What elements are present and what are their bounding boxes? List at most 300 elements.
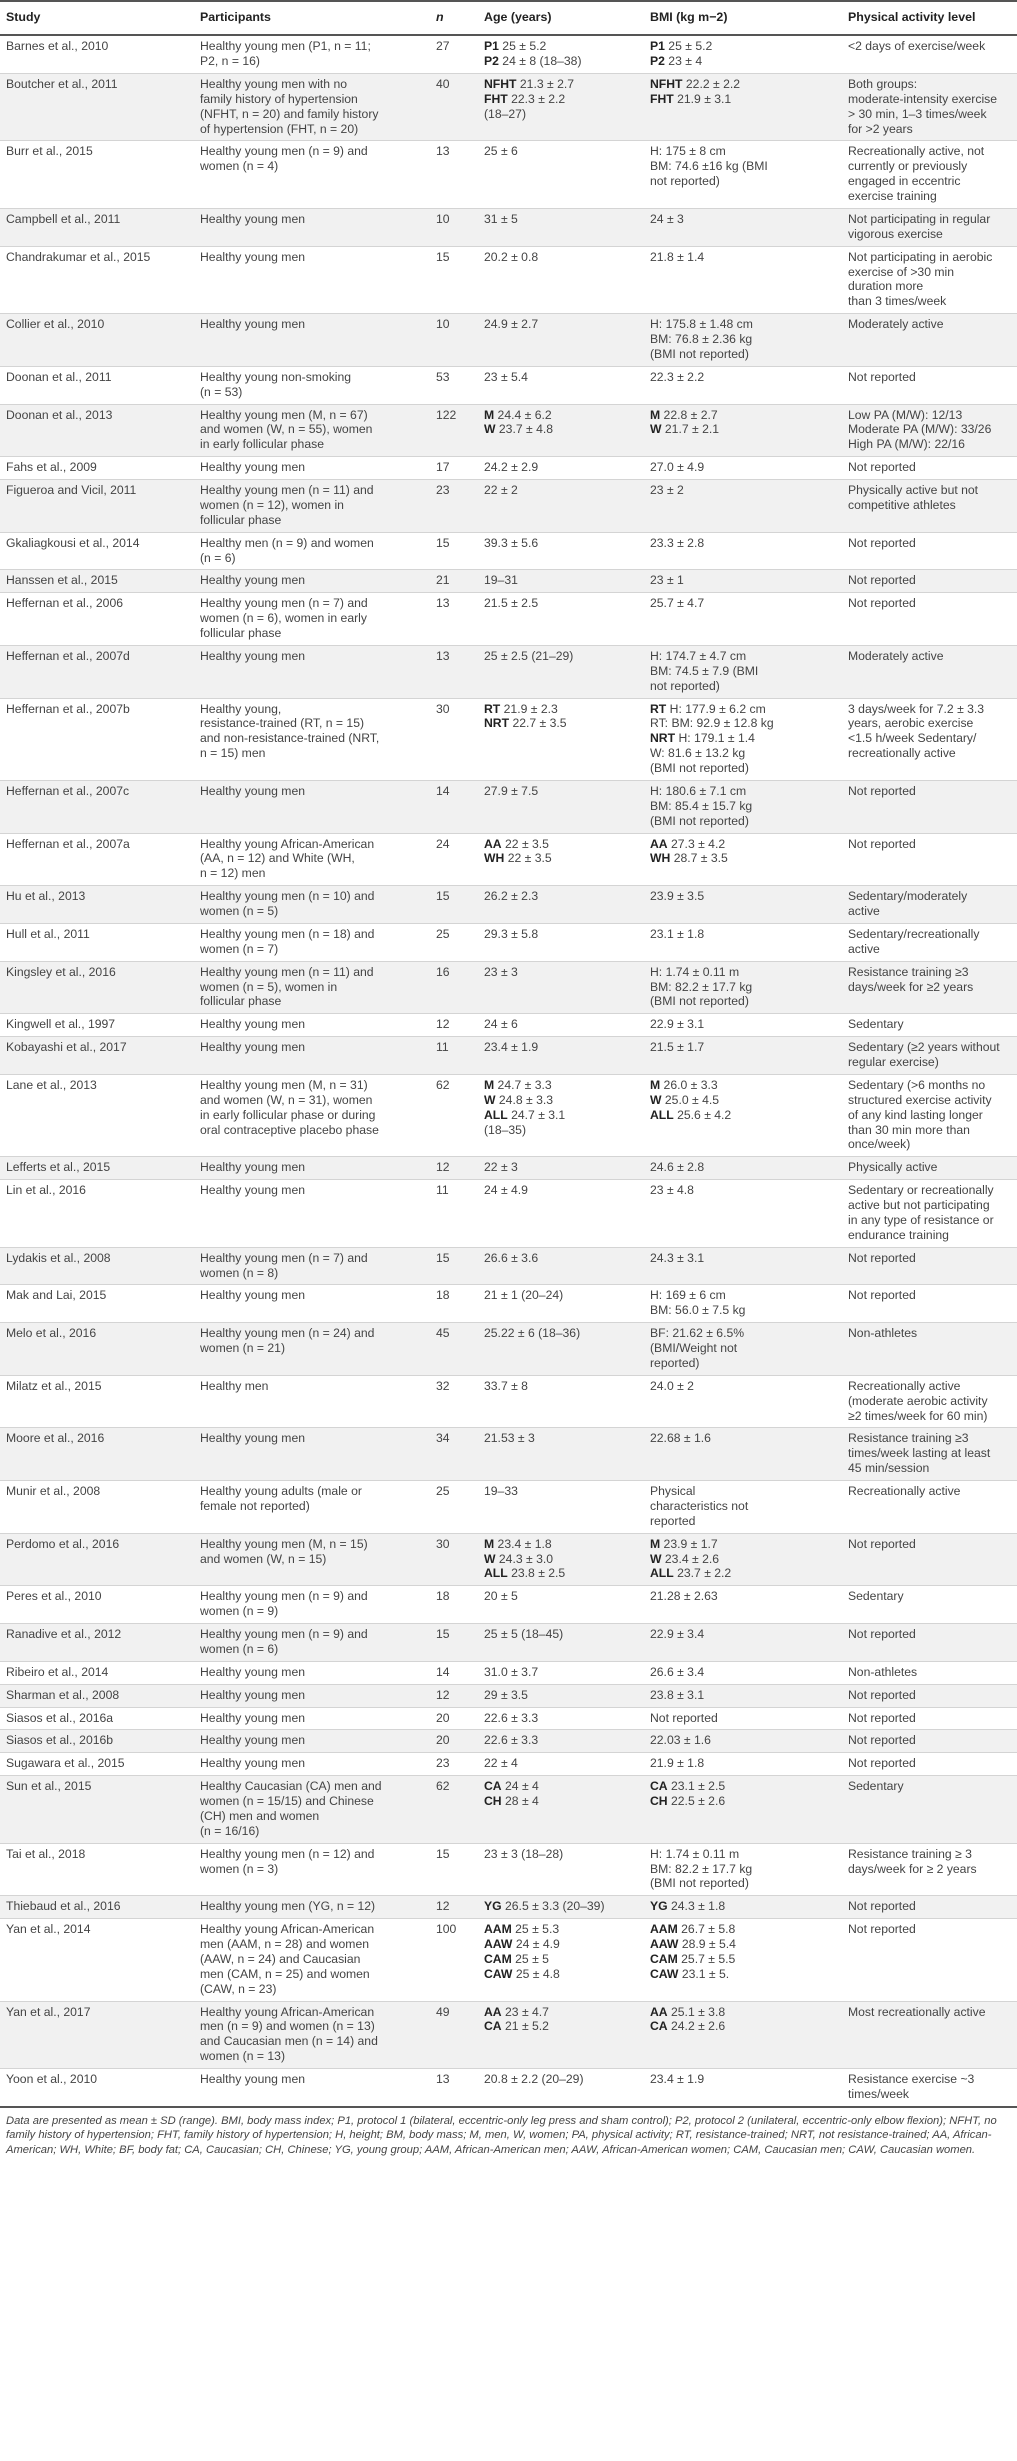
participants-line: Healthy young men xyxy=(200,1733,306,1748)
cell-n: 15 xyxy=(430,886,478,924)
cell-n: 15 xyxy=(430,1624,478,1662)
participants-line: Healthy young men (n = 7) and xyxy=(200,596,368,611)
group-label: CA xyxy=(484,1779,502,1794)
cell-age-line xyxy=(484,144,638,159)
group-value: 23.7 ± 2.2 xyxy=(673,1566,732,1581)
table-footnote: Data are presented as mean ± SD (range). BMI, body mass index; P1, protocol 1 (bilateral, eccentric-only leg press and sham control); P2, protocol 2 (unilateral, eccentric-only elbow flexion); NFHT, no family history of hypertension; FHT, family history of hypertension; H, height; BM, body mass; M, men, W, women; PA, physical activity; RT, resistance-trained; NRT, not resistance-trained; AA, African-American; WH, White; BF, body fat; CA, Caucasian; CH, Chinese; YG, young group; AAM, African-American men; AAW, African-American women; CAM, Caucasian men; CAW, Caucasian women. xyxy=(6,2114,997,2156)
group-value: 22 ± 3.5 xyxy=(504,851,552,866)
activity-line: Resistance exercise ~3 xyxy=(848,2072,975,2086)
cell-participants xyxy=(194,1074,430,1156)
cell-age xyxy=(478,480,644,533)
table-row xyxy=(0,532,1017,570)
cell-age-line xyxy=(484,2005,638,2020)
participants-line: follicular phase xyxy=(200,626,282,640)
cell-n: 24 xyxy=(430,833,478,886)
group-label: CA xyxy=(650,2019,668,2034)
cell-age-line xyxy=(484,1952,638,1967)
header-row xyxy=(0,1,1017,35)
cell-bmi-line xyxy=(650,536,836,551)
cell-age xyxy=(478,1428,644,1481)
cell-age-line xyxy=(484,39,638,54)
group-value: 26.6 ± 3.6 xyxy=(484,1250,539,1265)
header-participants: Participants xyxy=(194,1,430,35)
cell-age xyxy=(478,141,644,209)
group-value: 25.7 ± 5.5 xyxy=(677,1951,736,1966)
participants-line: women (n = 6) xyxy=(200,1641,279,1656)
activity-line: active but not participating xyxy=(848,1198,990,1212)
cell-physical-activity xyxy=(842,780,1017,833)
cell-n: 30 xyxy=(430,1533,478,1586)
cell-bmi xyxy=(644,2001,842,2069)
cell-study: Siasos et al., 2016b xyxy=(0,1730,194,1753)
group-value: 22.68 ± 1.6 xyxy=(650,1431,711,1446)
activity-line: Recreationally active xyxy=(848,1484,961,1498)
cell-bmi-line xyxy=(650,1952,836,1967)
group-value: 26.6 ± 3.4 xyxy=(650,1664,705,1679)
cell-bmi-line xyxy=(650,1431,836,1446)
participants-line: and non-resistance-trained (NRT, xyxy=(200,731,380,746)
cell-age-line xyxy=(484,77,638,92)
group-value: 22.7 ± 3.5 xyxy=(509,716,567,731)
cell-age-line xyxy=(484,1288,638,1303)
cell-study: Ranadive et al., 2012 xyxy=(0,1624,194,1662)
activity-line: Sedentary or recreationally xyxy=(848,1183,994,1198)
group-value: 22.03 ± 1.6 xyxy=(650,1733,711,1748)
participants-line: P2, n = 16) xyxy=(200,54,260,68)
participants-line: n = 15) men xyxy=(200,746,266,761)
group-value: 21.5 ± 2.5 xyxy=(484,596,539,611)
activity-line: Not reported xyxy=(848,596,916,611)
cell-bmi-line xyxy=(650,1967,836,1982)
cell-bmi-line xyxy=(650,1733,836,1748)
participants-line: Healthy men (n = 9) and women xyxy=(200,535,374,550)
activity-line: Sedentary xyxy=(848,1779,904,1794)
group-value: 22.5 ± 2.6 xyxy=(667,1794,726,1808)
participants-line: men (n = 9) and women (n = 13) xyxy=(200,2019,375,2034)
participants-line: Healthy young men xyxy=(200,1288,306,1303)
cell-bmi xyxy=(644,1180,842,1248)
cell-study: Heffernan et al., 2007d xyxy=(0,645,194,698)
cell-physical-activity xyxy=(842,2069,1017,2107)
participants-line: Healthy young men (n = 10) and xyxy=(200,889,375,904)
group-value: 25.6 ± 4.2 xyxy=(673,1107,732,1122)
cell-bmi-line xyxy=(650,1876,836,1891)
cell-age xyxy=(478,208,644,246)
table-row xyxy=(0,1753,1017,1776)
cell-age-line xyxy=(484,92,638,107)
activity-line: 45 min/session xyxy=(848,1461,930,1476)
cell-bmi xyxy=(644,2069,842,2107)
participants-line: women (n = 3) xyxy=(200,1861,279,1876)
cell-age-line xyxy=(484,422,638,437)
cell-bmi-line xyxy=(650,1794,836,1809)
cell-age xyxy=(478,886,644,924)
group-value: 25.22 ± 6 (18–36) xyxy=(484,1326,581,1341)
cell-age xyxy=(478,698,644,780)
cell-participants xyxy=(194,923,430,961)
cell-age xyxy=(478,404,644,457)
cell-age-line xyxy=(484,1160,638,1175)
group-label: AAW xyxy=(484,1937,513,1951)
table-row xyxy=(0,1375,1017,1428)
group-value: 22.8 ± 2.7 xyxy=(660,407,718,422)
cell-study: Gkaliagkousi et al., 2014 xyxy=(0,532,194,570)
group-value: 21.8 ± 1.4 xyxy=(650,249,705,264)
cell-n: 11 xyxy=(430,1180,478,1248)
cell-bmi xyxy=(644,1707,842,1730)
cell-n: 25 xyxy=(430,1481,478,1534)
activity-line: active xyxy=(848,941,880,956)
cell-participants xyxy=(194,1896,430,1919)
participants-line: Healthy young men xyxy=(200,1040,306,1055)
group-value: 21 ± 5.2 xyxy=(501,2019,549,2034)
cell-n: 13 xyxy=(430,645,478,698)
group-value: 22 ± 3.5 xyxy=(501,836,549,851)
participants-line: Healthy young men xyxy=(200,460,306,475)
group-value: 20.8 ± 2.2 (20–29) xyxy=(484,2072,584,2086)
cell-physical-activity xyxy=(842,1684,1017,1707)
group-value: BM: 74.5 ± 7.9 (BMI xyxy=(650,663,759,678)
group-label: CAM xyxy=(650,1951,678,1966)
cell-age xyxy=(478,1037,644,1075)
table-row xyxy=(0,1919,1017,2001)
cell-age-line xyxy=(484,2019,638,2034)
group-label: CH xyxy=(650,1794,668,1808)
cell-physical-activity xyxy=(842,1247,1017,1285)
header-physical-activity: Physical activity level xyxy=(842,1,1017,35)
group-value: 23.4 ± 1.9 xyxy=(650,2072,705,2086)
cell-physical-activity xyxy=(842,404,1017,457)
cell-age-line xyxy=(484,1093,638,1108)
group-value: 24 ± 6 xyxy=(484,1017,518,1032)
group-value: 21.9 ± 2.3 xyxy=(500,701,558,716)
activity-line: than 30 min more than xyxy=(848,1122,970,1137)
cell-bmi xyxy=(644,208,842,246)
cell-age-line xyxy=(484,460,638,475)
cell-bmi-line xyxy=(650,702,836,717)
group-value: (BMI/Weight not xyxy=(650,1341,738,1355)
cell-bmi-line xyxy=(650,347,836,362)
group-value: 29.3 ± 5.8 xyxy=(484,926,539,941)
participants-line: men (AAM, n = 28) and women xyxy=(200,1937,370,1951)
group-value: H: 175 ± 8 cm xyxy=(650,144,726,159)
activity-line: years, aerobic exercise xyxy=(848,716,974,731)
participants-line: Healthy young non-smoking xyxy=(200,369,352,384)
group-label: W xyxy=(650,1551,662,1566)
group-value: H: 177.9 ± 6.2 cm xyxy=(666,701,766,716)
cell-n: 15 xyxy=(430,532,478,570)
cell-bmi-line xyxy=(650,1922,836,1937)
participants-line: Healthy young adults (male or xyxy=(200,1484,362,1498)
participants-line: Healthy Caucasian (CA) men and xyxy=(200,1779,382,1794)
cell-n: 18 xyxy=(430,1285,478,1323)
cell-bmi-line xyxy=(650,1552,836,1567)
group-value: 24 ± 8 (18–38) xyxy=(498,54,582,68)
cell-study: Heffernan et al., 2007a xyxy=(0,833,194,886)
activity-line: Non-athletes xyxy=(848,1326,918,1341)
participants-line: Healthy young men xyxy=(200,1687,306,1702)
cell-physical-activity xyxy=(842,246,1017,314)
activity-line: Not participating in regular xyxy=(848,211,991,226)
cell-bmi xyxy=(644,1624,842,1662)
cell-n: 10 xyxy=(430,314,478,367)
cell-bmi xyxy=(644,1481,842,1534)
participants-line: Healthy young men (n = 9) and xyxy=(200,1589,368,1604)
group-value: 39.3 ± 5.6 xyxy=(484,535,539,550)
cell-physical-activity xyxy=(842,593,1017,646)
participants-line: Healthy young men (n = 12) and xyxy=(200,1846,375,1861)
cell-study: Campbell et al., 2011 xyxy=(0,208,194,246)
cell-bmi xyxy=(644,1157,842,1180)
cell-n: 15 xyxy=(430,1843,478,1896)
group-value: 24.3 ± 3.1 xyxy=(650,1250,705,1265)
cell-physical-activity xyxy=(842,208,1017,246)
participants-line: in early follicular phase or during xyxy=(200,1107,376,1122)
group-value: (BMI not reported) xyxy=(650,994,749,1009)
table-row xyxy=(0,645,1017,698)
cell-participants xyxy=(194,141,430,209)
table-row xyxy=(0,1014,1017,1037)
group-label: CAW xyxy=(650,1966,679,1981)
activity-line: Recreationally active xyxy=(848,1378,961,1393)
cell-study: Yan et al., 2014 xyxy=(0,1919,194,2001)
cell-bmi-line xyxy=(650,1288,836,1303)
cell-age-line xyxy=(484,889,638,904)
participants-line: Healthy young men xyxy=(200,1664,306,1679)
cell-n: 15 xyxy=(430,246,478,314)
cell-bmi-line xyxy=(650,212,836,227)
activity-line: Not reported xyxy=(848,1687,916,1702)
group-value: 24.7 ± 3.3 xyxy=(494,1077,552,1092)
cell-participants xyxy=(194,1247,430,1285)
cell-bmi xyxy=(644,1037,842,1075)
activity-line: Not reported xyxy=(848,460,916,475)
activity-line: High PA (M/W): 22/16 xyxy=(848,437,965,452)
group-label: M xyxy=(650,1077,661,1092)
cell-bmi-line xyxy=(650,1899,836,1914)
participants-line: women (n = 8) xyxy=(200,1265,279,1280)
cell-bmi-line xyxy=(650,159,836,174)
group-value: 23 ± 4 xyxy=(664,54,703,68)
cell-n: 15 xyxy=(430,1247,478,1285)
cell-study: Kingsley et al., 2016 xyxy=(0,961,194,1014)
activity-line: competitive athletes xyxy=(848,497,956,512)
cell-bmi xyxy=(644,833,842,886)
cell-participants xyxy=(194,1661,430,1684)
group-value: (BMI not reported) xyxy=(650,761,749,775)
cell-bmi-line xyxy=(650,1514,836,1529)
cell-age xyxy=(478,1481,644,1534)
cell-bmi xyxy=(644,1323,842,1376)
group-value: 23 ± 3 (18–28) xyxy=(484,1846,564,1861)
cell-study: Collier et al., 2010 xyxy=(0,314,194,367)
group-value: 21.7 ± 2.1 xyxy=(661,422,720,437)
group-value: 27.9 ± 7.5 xyxy=(484,783,539,798)
cell-physical-activity xyxy=(842,2001,1017,2069)
cell-participants xyxy=(194,1707,430,1730)
cell-bmi-line xyxy=(650,761,836,776)
cell-study: Kobayashi et al., 2017 xyxy=(0,1037,194,1075)
participants-line: oral contraceptive placebo phase xyxy=(200,1122,379,1137)
cell-bmi-line xyxy=(650,649,836,664)
cell-study: Thiebaud et al., 2016 xyxy=(0,1896,194,1919)
group-label: M xyxy=(650,1536,661,1551)
cell-participants xyxy=(194,1776,430,1844)
cell-bmi-line xyxy=(650,39,836,54)
cell-study: Lydakis et al., 2008 xyxy=(0,1247,194,1285)
participants-line: (n = 16/16) xyxy=(200,1823,260,1838)
table-row xyxy=(0,923,1017,961)
cell-bmi-line xyxy=(650,746,836,761)
cell-participants xyxy=(194,246,430,314)
cell-bmi xyxy=(644,645,842,698)
group-value: BM: 85.4 ± 15.7 kg xyxy=(650,798,753,813)
cell-participants xyxy=(194,1285,430,1323)
cell-bmi-line xyxy=(650,92,836,107)
group-value: BF: 21.62 ± 6.5% xyxy=(650,1326,745,1341)
cell-physical-activity xyxy=(842,1074,1017,1156)
cell-study: Doonan et al., 2013 xyxy=(0,404,194,457)
activity-line: times/week lasting at least xyxy=(848,1446,991,1461)
cell-age xyxy=(478,35,644,73)
cell-participants xyxy=(194,698,430,780)
cell-bmi-line xyxy=(650,573,836,588)
cell-bmi-line xyxy=(650,889,836,904)
cell-bmi-line xyxy=(650,1862,836,1877)
table-row xyxy=(0,141,1017,209)
cell-bmi xyxy=(644,923,842,961)
cell-bmi xyxy=(644,698,842,780)
cell-age-line xyxy=(484,2072,638,2087)
cell-age-line xyxy=(484,1484,638,1499)
activity-line: moderate-intensity exercise xyxy=(848,91,998,106)
group-label: WH xyxy=(650,851,671,866)
cell-physical-activity xyxy=(842,1533,1017,1586)
cell-study: Hu et al., 2013 xyxy=(0,886,194,924)
cell-bmi xyxy=(644,314,842,367)
cell-n: 30 xyxy=(430,698,478,780)
cell-study: Yan et al., 2017 xyxy=(0,2001,194,2069)
cell-age-line xyxy=(484,1040,638,1055)
participants-line: Healthy young men (M, n = 67) xyxy=(200,407,368,422)
cell-n: 12 xyxy=(430,1157,478,1180)
activity-line: once/week) xyxy=(848,1137,911,1152)
cell-bmi xyxy=(644,141,842,209)
cell-bmi-line xyxy=(650,1711,836,1726)
cell-participants xyxy=(194,1037,430,1075)
group-value: 26.7 ± 5.8 xyxy=(677,1922,736,1937)
group-value: 27.3 ± 4.2 xyxy=(667,836,726,851)
cell-participants xyxy=(194,1180,430,1248)
cell-bmi xyxy=(644,404,842,457)
cell-bmi-line xyxy=(650,174,836,189)
group-label: RT xyxy=(484,701,501,716)
cell-bmi xyxy=(644,1753,842,1776)
activity-line: <1.5 h/week Sedentary/ xyxy=(848,731,977,746)
cell-participants xyxy=(194,1586,430,1624)
group-value: 25.7 ± 4.7 xyxy=(650,596,705,611)
group-value: BM: 82.2 ± 17.7 kg xyxy=(650,1861,753,1876)
table-row xyxy=(0,780,1017,833)
activity-line: exercise training xyxy=(848,189,937,203)
group-label: W xyxy=(650,1092,662,1107)
group-label: NRT xyxy=(484,716,510,731)
activity-line: Both groups: xyxy=(848,76,918,91)
cell-study: Siasos et al., 2016a xyxy=(0,1707,194,1730)
cell-bmi-line xyxy=(650,2072,836,2087)
group-value: 23.1 ± 5. xyxy=(678,1966,730,1981)
activity-line: Not reported xyxy=(848,1899,916,1914)
cell-age-line xyxy=(484,1711,638,1726)
group-value: 23.3 ± 2.8 xyxy=(650,535,705,550)
cell-age-line xyxy=(484,370,638,385)
cell-study: Lin et al., 2016 xyxy=(0,1180,194,1248)
table-row xyxy=(0,1684,1017,1707)
group-value: 19–33 xyxy=(484,1484,518,1498)
cell-age-line xyxy=(484,1627,638,1642)
activity-line: of any kind lasting longer xyxy=(848,1107,983,1122)
cell-study: Fahs et al., 2009 xyxy=(0,457,194,480)
cell-participants xyxy=(194,1428,430,1481)
group-label: RT xyxy=(650,701,667,716)
group-value: 28 ± 4 xyxy=(501,1794,539,1808)
group-value: 23.8 ± 2.5 xyxy=(507,1566,566,1581)
group-value: 21.5 ± 1.7 xyxy=(650,1040,705,1055)
cell-bmi-line xyxy=(650,422,836,437)
cell-age xyxy=(478,1533,644,1586)
cell-bmi xyxy=(644,1661,842,1684)
participants-line: Healthy young men (n = 11) and xyxy=(200,964,374,979)
cell-bmi-line xyxy=(650,54,836,69)
cell-participants xyxy=(194,570,430,593)
group-label: ALL xyxy=(650,1566,674,1581)
group-label: NFHT xyxy=(650,76,683,91)
cell-participants xyxy=(194,1753,430,1776)
cell-age-line xyxy=(484,212,638,227)
participants-line: Healthy young men xyxy=(200,317,306,332)
cell-age xyxy=(478,1247,644,1285)
table-row xyxy=(0,1157,1017,1180)
cell-physical-activity xyxy=(842,1157,1017,1180)
group-value: 22.6 ± 3.3 xyxy=(484,1733,539,1748)
table-row xyxy=(0,35,1017,73)
cell-n: 17 xyxy=(430,457,478,480)
group-value: 24.0 ± 2 xyxy=(650,1378,694,1393)
cell-study: Peres et al., 2010 xyxy=(0,1586,194,1624)
cell-participants xyxy=(194,73,430,141)
cell-physical-activity xyxy=(842,1753,1017,1776)
activity-line: Not reported xyxy=(848,1288,916,1303)
cell-age xyxy=(478,366,644,404)
group-value: 25 ± 4.8 xyxy=(512,1966,560,1981)
header-bmi: BMI (kg m−2) xyxy=(644,1,842,35)
cell-participants xyxy=(194,1323,430,1376)
cell-bmi-line xyxy=(650,1756,836,1771)
cell-physical-activity xyxy=(842,73,1017,141)
cell-bmi-line xyxy=(650,1160,836,1175)
group-value: 23.4 ± 2.6 xyxy=(661,1551,720,1566)
cell-physical-activity xyxy=(842,141,1017,209)
cell-age xyxy=(478,1730,644,1753)
participants-line: follicular phase xyxy=(200,512,282,527)
table-row xyxy=(0,1586,1017,1624)
participants-line: female not reported) xyxy=(200,1498,310,1513)
activity-line: Not reported xyxy=(848,1756,916,1771)
cell-study: Heffernan et al., 2007c xyxy=(0,780,194,833)
group-label: NRT xyxy=(650,731,676,746)
cell-participants xyxy=(194,833,430,886)
participants-line: women (n = 7) xyxy=(200,941,279,956)
